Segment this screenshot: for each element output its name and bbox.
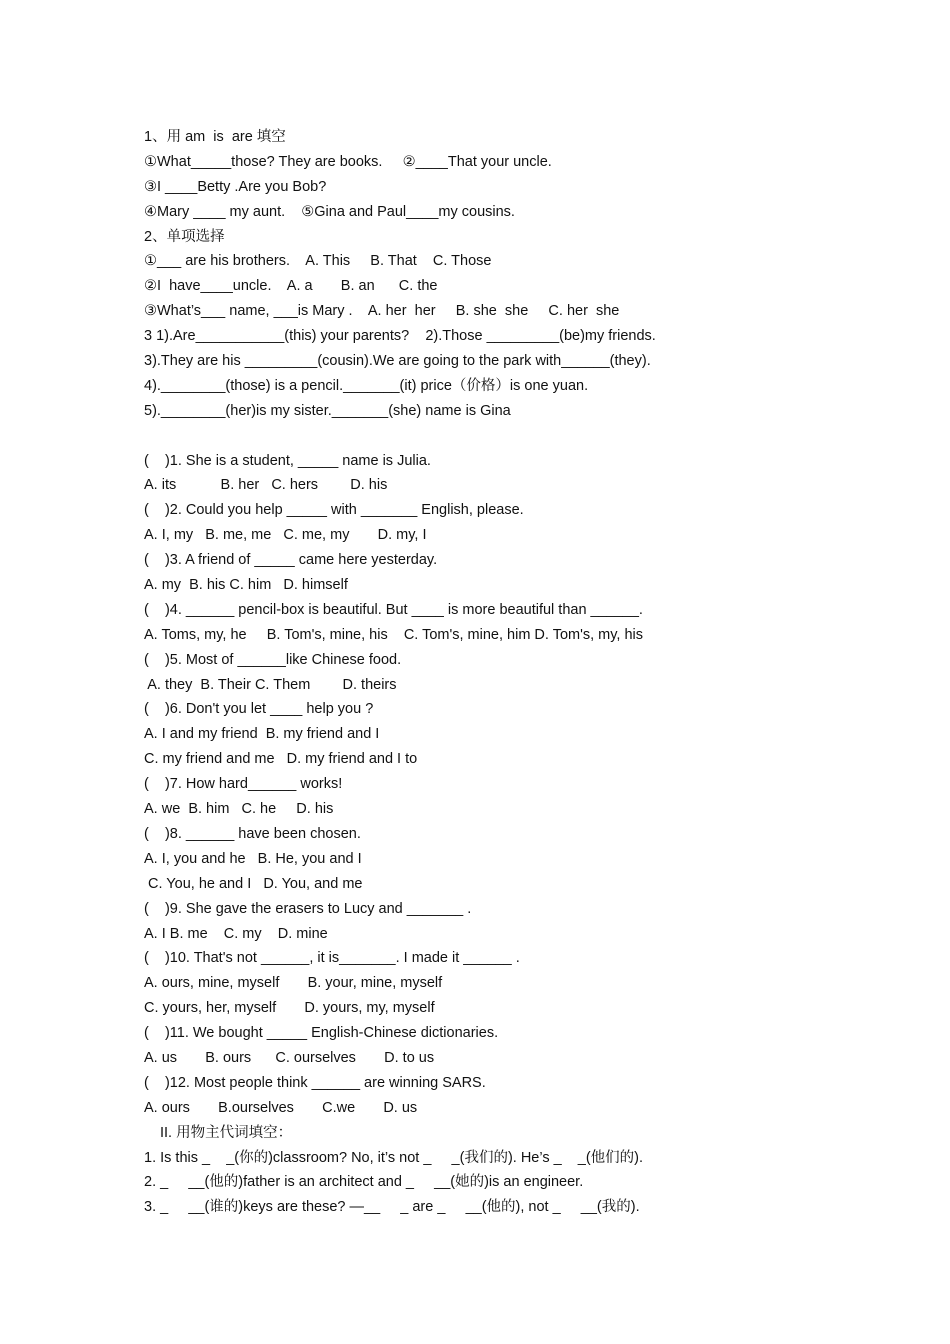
question-6-options-1: A. I and my friend B. my friend and I (144, 726, 380, 743)
question-5-options: A. they B. Their C. Them D. theirs (144, 676, 397, 693)
spacer (144, 424, 864, 449)
question-8-options-1: A. I, you and he B. He, you and I (144, 850, 362, 867)
question-3: ( )3. A friend of _____ came here yesterday. (144, 552, 438, 569)
question-8: ( )8. ______ have been chosen. (144, 825, 361, 842)
section4-line-3: 3. _ __(谁的)keys are these? —__ _ are _ __(他的), not _ __(我的). (144, 1199, 640, 1216)
section2-line-2: ②I have____uncle. A. a B. an C. the (144, 278, 438, 295)
question-1-options: A. its B. her C. hers D. his (144, 477, 388, 494)
question-10-options-1: A. ours, mine, myself B. your, mine, myself (144, 975, 443, 992)
question-9-options: A. I B. me C. my D. mine (144, 925, 328, 942)
question-8-options-2: C. You, he and I D. You, and me (144, 875, 363, 892)
section4-line-2: 2. _ __(他的)father is an architect and _ __(她的)is an engineer. (144, 1174, 584, 1191)
question-6-options-2: C. my friend and me D. my friend and I to (144, 751, 418, 768)
section3-line-3: 4).________(those) is a pencil._______(it) price（价格）is one yuan. (144, 377, 589, 394)
question-1: ( )1. She is a student, _____ name is Julia. (144, 452, 431, 469)
question-12-options: A. ours B.ourselves C.we D. us (144, 1099, 418, 1116)
worksheet-content (144, 125, 864, 1220)
question-7-options: A. we B. him C. he D. his (144, 801, 334, 818)
section2-line-3: ③What’s___ name, ___is Mary . A. her her B. she she C. her she (144, 303, 620, 320)
question-5: ( )5. Most of ______like Chinese food. (144, 651, 402, 668)
section4-heading: II. 用物主代词填空： (160, 1124, 293, 1141)
question-4-options: A. Toms, my, he B. Tom's, mine, his C. Tom's, mine, him D. Tom's, my, his (144, 626, 644, 643)
question-4: ( )4. ______ pencil-box is beautiful. But ____ is more beautiful than ______. (144, 601, 643, 618)
question-11-options: A. us B. ours C. ourselves D. to us (144, 1049, 435, 1066)
question-7: ( )7. How hard______ works! (144, 776, 343, 793)
section1-line-3: ④Mary ____ my aunt. ⑤Gina and Paul____my cousins. (144, 203, 515, 220)
section4-line-1: 1. Is this _ _(你的)classroom? No, it’s not _ _(我们的). He’s _ _(他们的). (144, 1149, 644, 1166)
question-9: ( )9. She gave the erasers to Lucy and _______ . (144, 900, 472, 917)
question-10-options-2: C. yours, her, myself D. yours, my, myself (144, 1000, 435, 1017)
section3-line-4: 5).________(her)is my sister._______(she) name is Gina (144, 402, 511, 419)
question-3-options: A. my B. his C. him D. himself (144, 577, 348, 594)
section2-line-1: ①___ are his brothers. A. This B. That C. Those (144, 253, 492, 270)
question-6: ( )6. Don't you let ____ help you ? (144, 701, 374, 718)
question-12: ( )12. Most people think ______ are winning SARS. (144, 1074, 486, 1091)
question-2: ( )2. Could you help _____ with _______ English, please. (144, 502, 524, 519)
question-10: ( )10. That's not ______, it is_______. I made it ______ . (144, 950, 520, 967)
section1-heading: 1、用 am is are 填空 (144, 129, 286, 145)
section1-line-1: ①What_____those? They are books. ②____That your uncle. (144, 153, 552, 170)
section2-heading: 2、单项选择 (144, 228, 225, 245)
section3-line-2: 3).They are his _________(cousin).We are going to the park with______(they). (144, 353, 651, 370)
question-11: ( )11. We bought _____ English-Chinese dictionaries. (144, 1025, 499, 1042)
section3-line-1: 3 1).Are___________(this) your parents? 2).Those _________(be)my friends. (144, 328, 656, 345)
question-2-options: A. I, my B. me, me C. me, my D. my, I (144, 527, 427, 544)
section1-line-2: ③I ____Betty .Are you Bob? (144, 178, 327, 195)
